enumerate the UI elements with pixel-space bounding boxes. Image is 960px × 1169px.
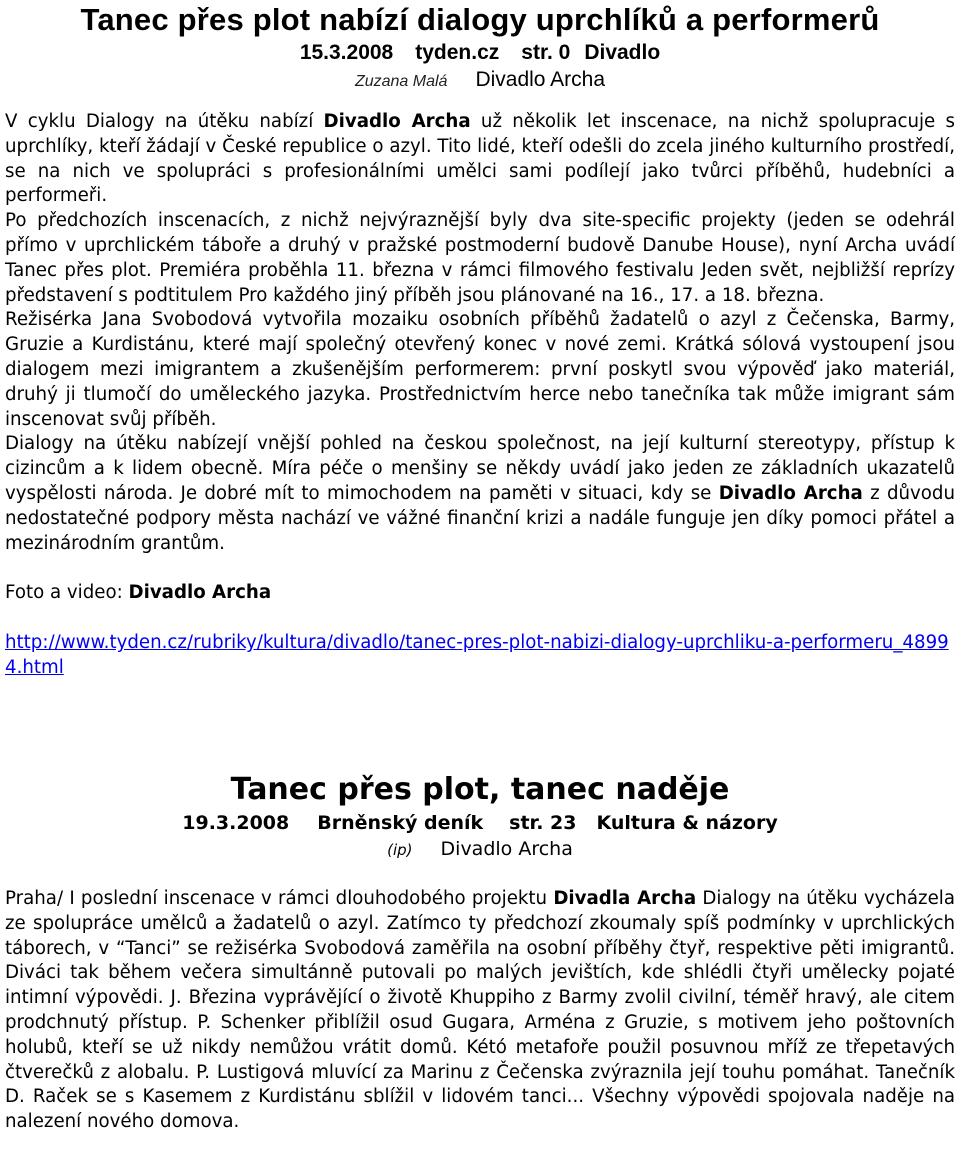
highlight-archa: Divadlo Archa — [718, 482, 863, 504]
article-1-meta — [5, 40, 955, 66]
article-1-paragraph-3: Režisérka Jana Svobodová vytvořila mozaiku osobních příběhů žadatelů o azyl z Čečenska, Barmy, Gruzie a Kurdistánu, které mají společný otevřený konec v nové zemi. Krátká sólová vystoupení jsou dialogem mezi imigrantem a zkušenějším performerem: první poskytl svou výpověď jako materiál, druhý ji tlumočí do uměleckého jazyka. Prostřednictvím herce nebo tanečníka tak může imigrant sám inscenovat svůj příběh. — [5, 309, 955, 430]
article-1-author: Zuzana Malá — [354, 73, 448, 90]
text-run: z důvodu nedostatečné podpory města nachází ve vážné finanční krizi a nadále funguje jen díky pomoci přátel a mezinárodním grantům. — [5, 482, 956, 554]
highlight-archa: Divadlo Archa — [323, 111, 471, 132]
text-run: už několik let inscenace, na nichž spolupracuje s uprchlíky, kteří žádají v České republice o azyl. Tito lidé, kteří odešli do zcela jiného kulturního prostředí, se na nich ve spolupráci s profesionálními umělci sami podílejí jako tvůrci příběhů, hudebníci a performeři. — [5, 111, 955, 207]
article-2-title: Tanec přes plot, tanec naděje — [230, 772, 730, 807]
article-2-byline — [5, 836, 955, 863]
text-run: Praha/ I poslední inscenace v rámci dlouhodobého projektu — [5, 888, 554, 909]
article-2 — [5, 770, 955, 1135]
article-1 — [5, 0, 955, 681]
article-1-paragraph-4 — [5, 432, 955, 556]
article-1-byline — [5, 66, 955, 96]
article-2-paragraph-1 — [5, 887, 955, 1135]
article-2-author: (ip) — [387, 841, 413, 859]
article-2-page: str. 23 — [509, 812, 577, 834]
photo-credit-value: Divadlo Archa — [128, 582, 272, 604]
text-run: Dialogy na útěku vycházela ze spolupráce umělců a žadatelů o azyl. Zatímco ty předchozí zkoumaly spíš podmínky v uprchlických táborech, v “Tanci” se režisérka Svobodová zaměřila na osobní příběhy čtyř, respektive pěti imigrantů. Diváci tak během večera simultánně putovali po malých jevištích, kde shlédli čtyři umělecky pojaté intimní výpovědi. J. Březina vyprávějící o životě Khuppiho z Barmy zvolil civilní, téměř hravý, ale citem prodchnutý přístup. P. Schenker přiblížil osud Gugara, Arména z Gruzie, s motivem jeho poštovních holubů, kteří se už nikdy nemůžou vrátit domů. Kétó metafoře použil posuvnou mříž ze třepetavých čtverečků z alobalu. P. Lustigová mluvící za Marinu z Čečenska zvýraznila její touhu pomáhat. Tanečník D. Raček se s Kasemem z Kurdistánu sblížil v lidovém tanci... Všechny výpovědi spojovala naděje na nalezení nového domova. — [5, 888, 955, 1133]
highlight-archa: Divadla Archa — [553, 888, 697, 909]
article-1-source-link[interactable]: http://www.tyden.cz/rubriky/kultura/divadlo/tanec-pres-plot-nabizi-dialogy-uprchliku-a-performeru_48994.html — [5, 632, 949, 678]
photo-credit-label: Foto a video: — [5, 582, 129, 604]
article-2-date: 19.3.2008 — [182, 812, 290, 834]
article-2-source: Brněnský deník — [317, 812, 484, 834]
article-1-title: Tanec přes plot nabízí dialogy uprchlíků a performerů — [80, 2, 880, 37]
article-1-paragraph-1 — [5, 110, 955, 209]
article-2-section: Kultura & názory — [596, 812, 778, 834]
article-2-meta — [5, 810, 955, 836]
article-1-subject: Divadlo Archa — [475, 68, 606, 91]
article-1-page: str. 0 — [521, 41, 571, 64]
article-1-source: tyden.cz — [415, 41, 500, 64]
article-1-photo-credit — [5, 581, 955, 606]
article-1-date: 15.3.2008 — [299, 41, 394, 64]
article-1-paragraph-2: Po předchozích inscenacích, z nichž nejvýraznější byly dva site-specific projekty (jeden se odehrál přímo v uprchlickém táboře a druhý v pražské postmoderní budově Danube House), nyní Archa uvádí Tanec přes plot. Premiéra proběhla 11. března v rámci filmového festivalu Jeden svět, nejbližší reprízy představení s podtitulem Pro každého jiný příběh jsou plánované na 16., 17. a 18. března. — [5, 210, 955, 306]
text-run: V cyklu Dialogy na útěku nabízí — [5, 111, 324, 132]
article-2-subject: Divadlo Archa — [440, 838, 573, 860]
article-1-section: Divadlo — [584, 41, 661, 64]
text-run: Dialogy na útěku nabízejí vnější pohled na českou společnost, na její kulturní stereotypy, přístup k cizincům a k lidem obecně. Míra péče o menšiny se někdy uvádí jako jeden ze základních ukazatelů vyspělosti národa. Je dobré mít to mimochodem na paměti v situaci, kdy se — [5, 433, 955, 504]
